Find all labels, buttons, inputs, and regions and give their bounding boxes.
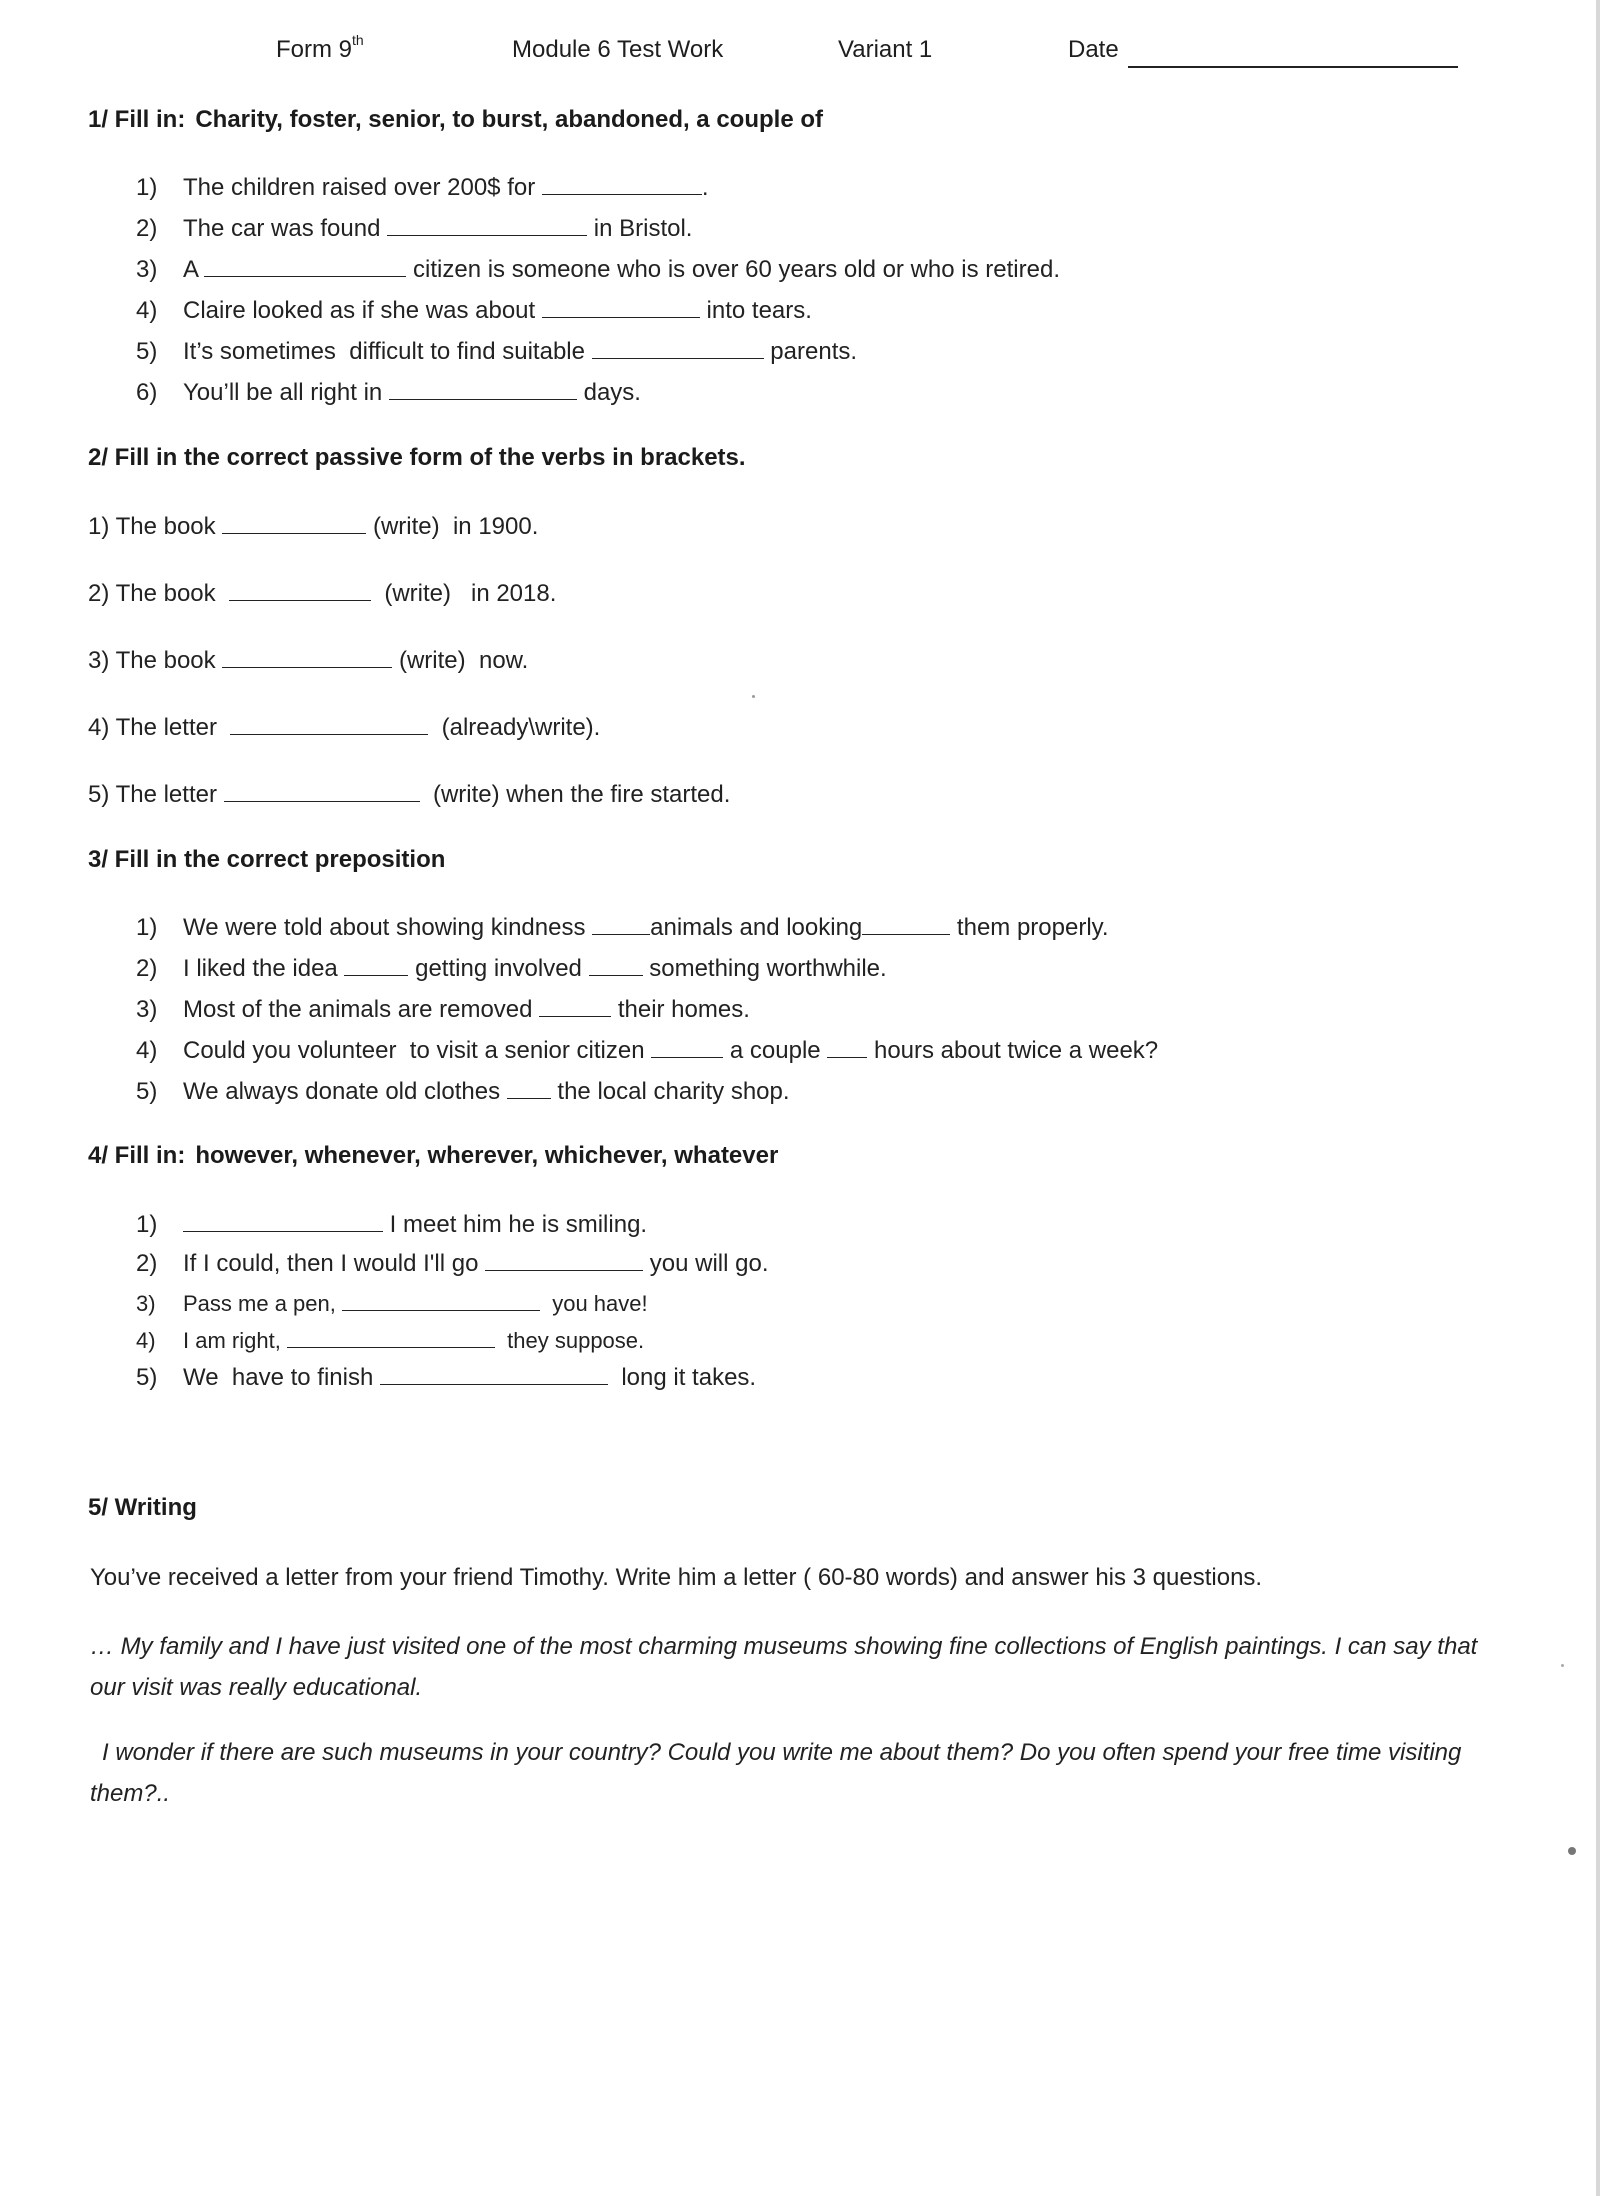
section-4-word-bank: however, whenever, wherever, whichever, whatever — [195, 1142, 779, 1169]
section-1-title: 1/ Fill in: Charity, foster, senior, to burst, abandoned, a couple of — [88, 106, 823, 133]
s1-item-2: 2) The car was found in Bristol. — [136, 215, 693, 242]
answer-blank[interactable] — [344, 953, 408, 976]
answer-blank[interactable] — [542, 172, 702, 195]
answer-blank[interactable] — [589, 953, 643, 976]
item-number: 3) — [136, 1291, 156, 1316]
s2-item-4: 4) The letter (already\write). — [88, 714, 601, 741]
answer-blank[interactable] — [651, 1035, 723, 1058]
item-number: 5) — [136, 1078, 158, 1105]
item-number: 2) — [136, 955, 158, 982]
form-superscript: th — [352, 32, 364, 48]
s4-item-4: 4) I am right, they suppose. — [136, 1325, 644, 1356]
answer-blank[interactable] — [827, 1035, 867, 1058]
item-number: 2) — [136, 215, 158, 242]
section-5-title: 5/ Writing — [88, 1494, 197, 1521]
section-1-word-bank: Charity, foster, senior, to burst, abandoned, a couple of — [195, 106, 823, 133]
answer-blank[interactable] — [380, 1362, 608, 1385]
section-4-title: 4/ Fill in: however, whenever, wherever, whichever, whatever — [88, 1142, 779, 1169]
s1-item-5: 5) It’s sometimes difficult to find suitable parents. — [136, 338, 858, 365]
s1-item-3: 3) A citizen is someone who is over 60 years old or who is retired. — [136, 256, 1060, 283]
date-label: Date — [1068, 36, 1119, 63]
item-number: 4) — [136, 1328, 156, 1353]
answer-blank[interactable] — [592, 912, 650, 935]
item-number: 4) — [136, 297, 158, 324]
writing-instruction: You’ve received a letter from your friend Timothy. Write him a letter ( 60-80 words) and answer his 3 questions. — [90, 1564, 1263, 1591]
letter-excerpt-paragraph-2: I wonder if there are such museums in your country? Could you write me about them? Do you often spend your free time visiting them?.. — [90, 1739, 1462, 1807]
variant-label: Variant 1 — [838, 36, 933, 63]
answer-blank[interactable] — [542, 295, 700, 318]
answer-blank[interactable] — [222, 511, 366, 534]
answer-blank[interactable] — [592, 336, 764, 359]
s2-item-2: 2) The book (write) in 2018. — [88, 580, 557, 607]
s4-item-5: 5) We have to finish long it takes. — [136, 1364, 757, 1391]
answer-blank[interactable] — [230, 712, 428, 735]
s4-item-1: 1) I meet him he is smiling. — [136, 1211, 648, 1238]
answer-blank[interactable] — [485, 1248, 643, 1271]
answer-blank[interactable] — [287, 1325, 495, 1348]
date-field[interactable] — [1128, 66, 1458, 68]
item-number: 5) — [136, 338, 158, 365]
scan-speck — [1568, 1847, 1576, 1855]
section-2-title: 2/ Fill in the correct passive form of the verbs in brackets. — [88, 444, 746, 471]
s4-item-3: 3) Pass me a pen, you have! — [136, 1288, 648, 1319]
s3-item-2: 2) I liked the idea getting involved something worthwhile. — [136, 955, 887, 982]
s2-item-3: 3) The book (write) now. — [88, 647, 529, 674]
scan-speck — [752, 695, 755, 698]
answer-blank[interactable] — [342, 1288, 540, 1311]
s2-item-1: 1) The book (write) in 1900. — [88, 513, 539, 540]
answer-blank[interactable] — [507, 1076, 551, 1099]
item-number: 6) — [136, 379, 158, 406]
scan-speck — [1561, 1664, 1564, 1667]
s3-item-4: 4) Could you volunteer to visit a senior citizen a couple hours about twice a week? — [136, 1037, 1159, 1064]
item-number: 1) — [136, 174, 158, 201]
answer-blank[interactable] — [862, 912, 950, 935]
s3-item-1: 1) We were told about showing kindness animals and looking them properly. — [136, 914, 1109, 941]
answer-blank[interactable] — [204, 254, 406, 277]
module-title: Module 6 Test Work — [512, 36, 724, 63]
item-number: 1) — [136, 914, 158, 941]
answer-blank[interactable] — [224, 779, 420, 802]
section-3-title: 3/ Fill in the correct preposition — [88, 846, 446, 873]
page-edge — [1596, 0, 1600, 2196]
item-number: 2) — [136, 1250, 158, 1277]
answer-blank[interactable] — [183, 1209, 383, 1232]
s2-item-5: 5) The letter (write) when the fire started. — [88, 781, 731, 808]
s4-item-2: 2) If I could, then I would I'll go you will go. — [136, 1250, 769, 1277]
s1-item-6: 6) You’ll be all right in days. — [136, 379, 641, 406]
answer-blank[interactable] — [387, 213, 587, 236]
item-number: 4) — [136, 1037, 158, 1064]
form-label: Form 9th — [276, 32, 364, 63]
s1-item-1: 1) The children raised over 200$ for . — [136, 174, 709, 201]
s1-item-4: 4) Claire looked as if she was about into tears. — [136, 297, 812, 324]
answer-blank[interactable] — [389, 377, 577, 400]
item-number: 1) — [136, 1211, 158, 1238]
item-number: 3) — [136, 256, 158, 283]
worksheet-header — [0, 32, 1600, 76]
item-number: 3) — [136, 996, 158, 1023]
answer-blank[interactable] — [222, 645, 392, 668]
answer-blank[interactable] — [539, 994, 611, 1017]
s3-item-3: 3) Most of the animals are removed their homes. — [136, 996, 750, 1023]
letter-excerpt-paragraph-1: … My family and I have just visited one of the most charming museums showing fine collections of English paintings. I can say that our visit was really educational. — [90, 1633, 1478, 1701]
item-number: 5) — [136, 1364, 158, 1391]
answer-blank[interactable] — [229, 578, 371, 601]
s3-item-5: 5) We always donate old clothes the local charity shop. — [136, 1078, 790, 1105]
